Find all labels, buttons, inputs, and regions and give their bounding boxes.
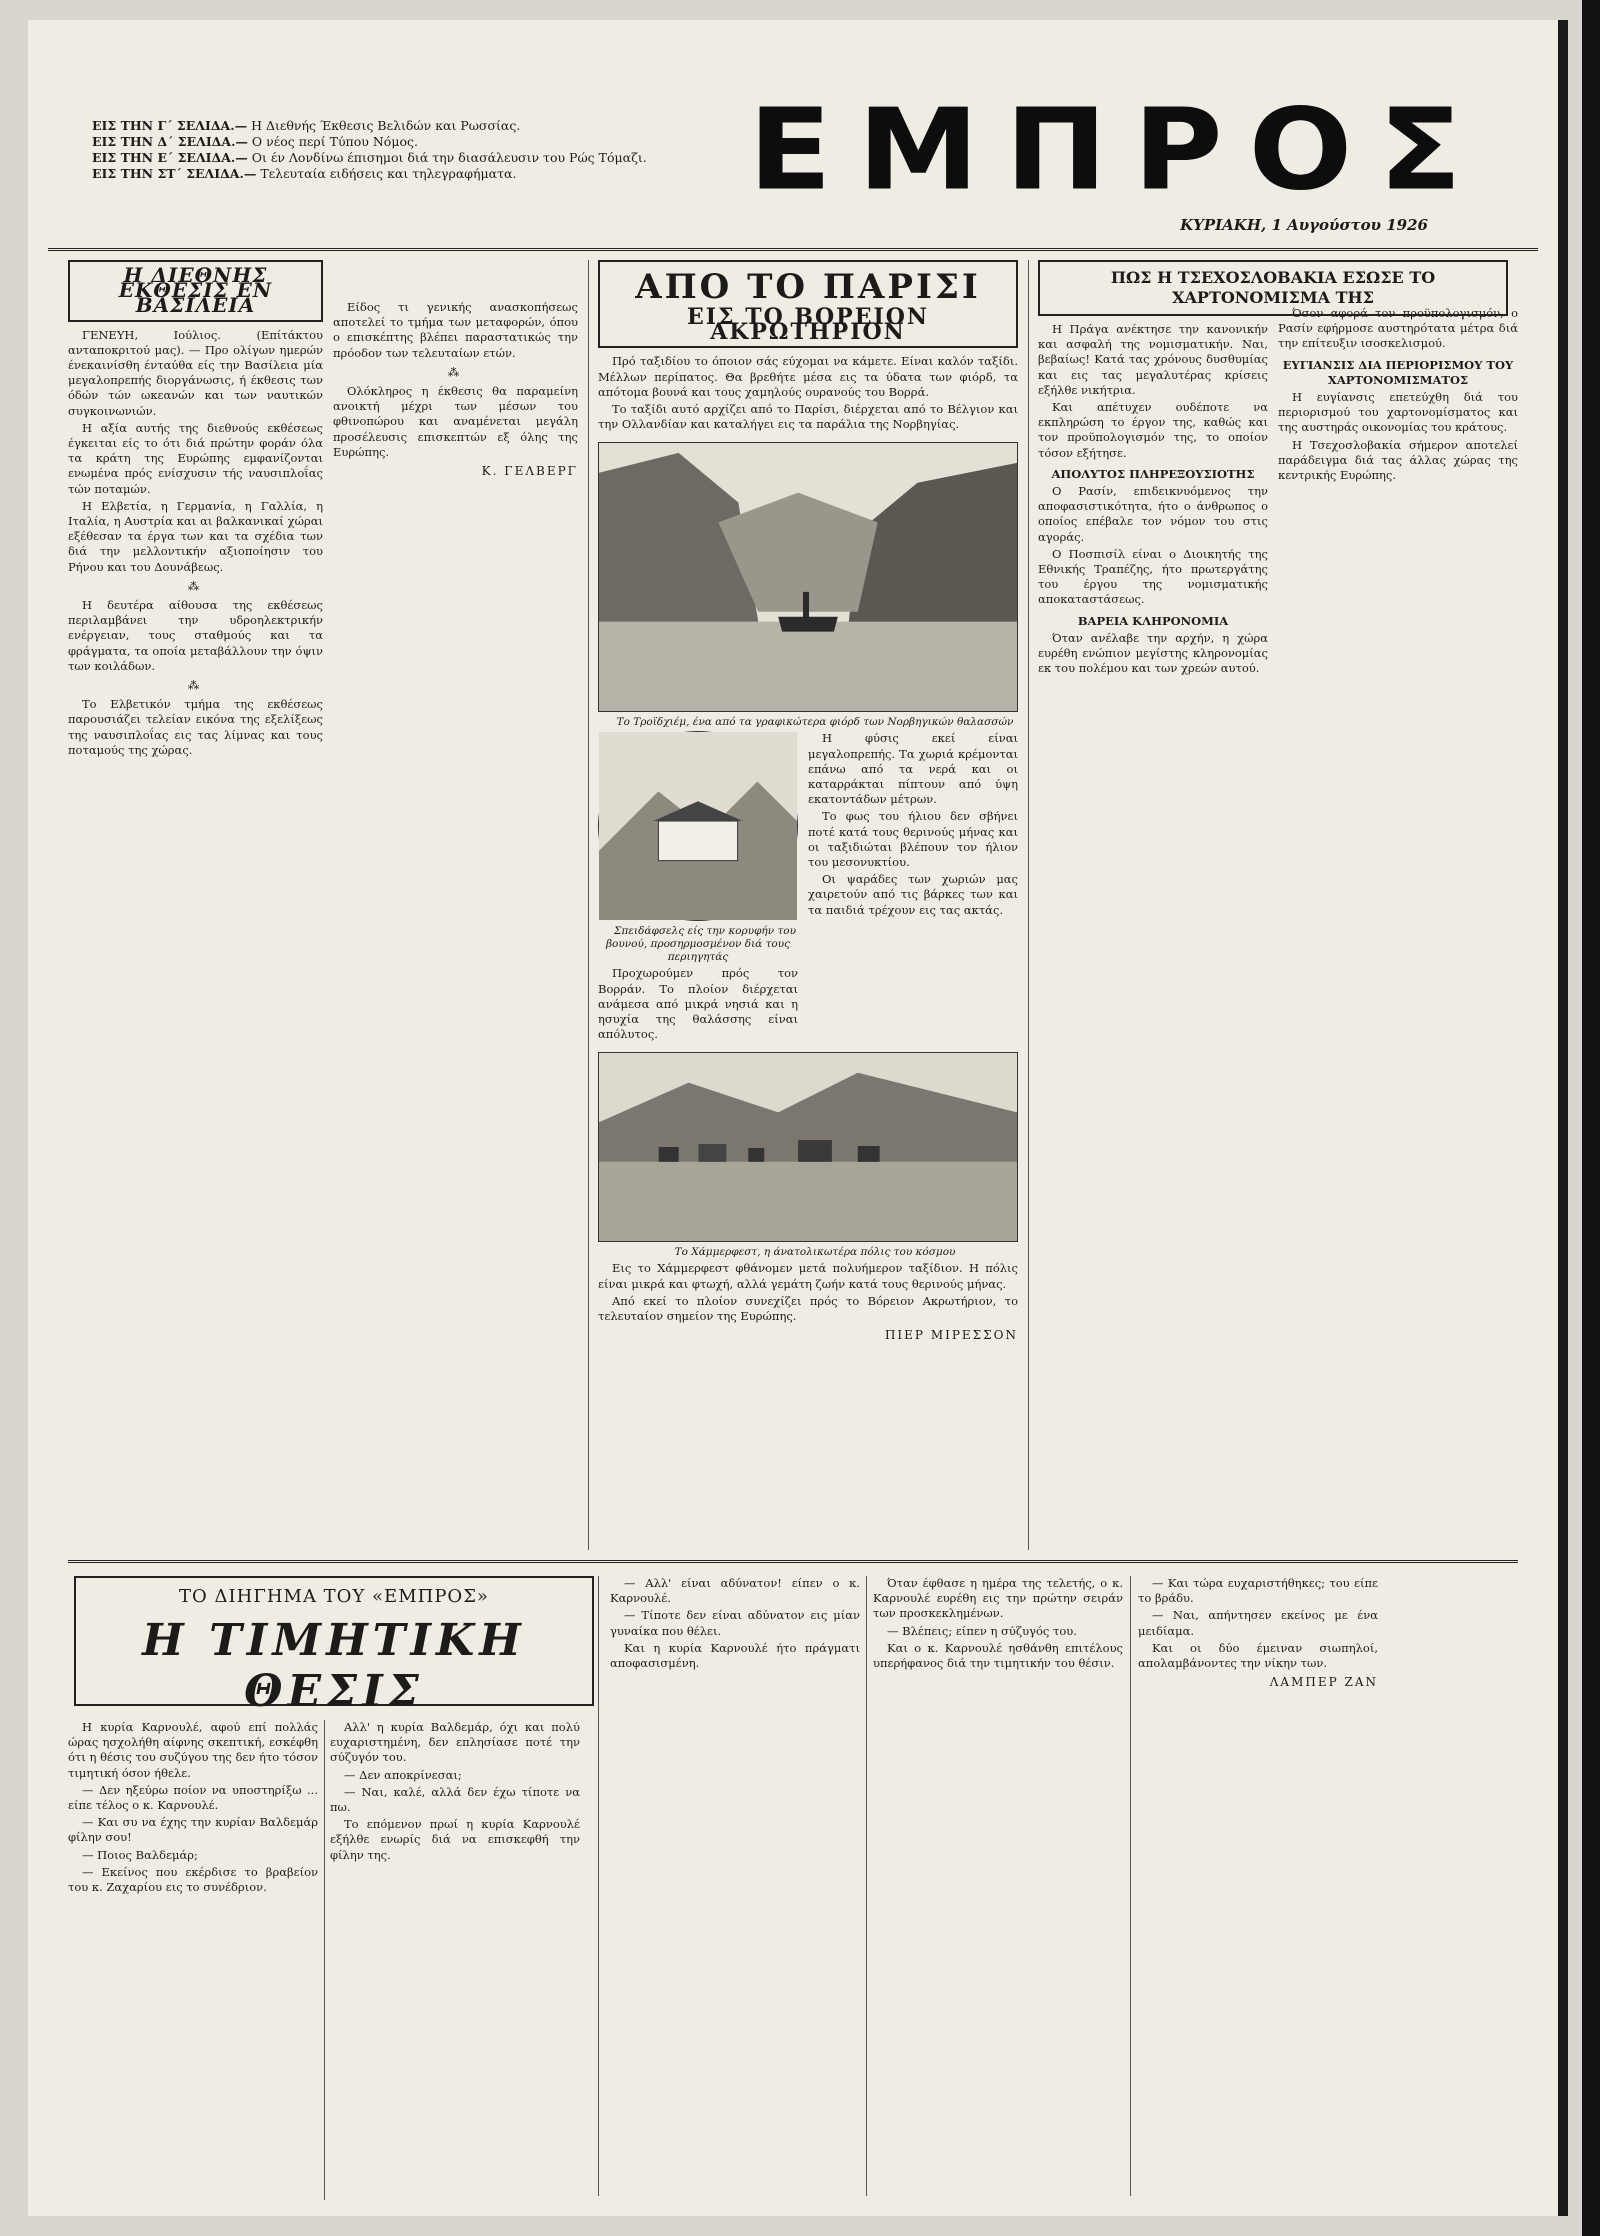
article-paragraph: Και απέτυχεν ουδέποτε να εκπληρώση το έργον της, καθώς και τον προϋπολογισμόν της, το οποίον τόσον εξήτησε.: [1038, 400, 1268, 460]
article-paragraph: Πρό ταξιδίου το όποιον σάς εύχομαι να κάμετε. Είναι καλόν ταξίδι. Μέλλων περίπατος. Θα βρεθήτε μέσα εις τα ύδατα των φιόρδ, τα απότομα βουνά και τους χαμηλούς ουρανούς του Βορρά.: [598, 354, 1018, 399]
article-paragraph: Η Τσεχοσλοβακία σήμερον αποτελεί παράδειγμα διά τας άλλας χώρας της κεντρικής Ευρώπης.: [1278, 437, 1518, 483]
article-byline: ΠΙΕΡ ΜΙΡΕΣΣΟΝ: [884, 1328, 1018, 1343]
story-paragraph: Και ο κ. Καρνουλέ ησθάνθη επιτέλους υπερήφανος διά την τιμητικήν του θέσιν.: [873, 1640, 1123, 1671]
story-paragraph: Και οι δύο έμειναν σιωπηλοί, απολαμβάνοντες την νίκην των.: [1138, 1640, 1378, 1671]
article-byline: Κ. ΓΕΛΒΕΡΓ: [481, 464, 578, 479]
illustration-hotel: [598, 731, 798, 921]
illustration-caption: Σπειδάφσελς είς την κορυφήν του βουνού, προσηρμοσμένον διά τους περιηγητάς: [605, 925, 796, 964]
article-paragraph: Το Ελβετικόν τμήμα της εκθέσεως παρουσιάζει τελείαν εικόνα της εξελίξεως της ναυσιπλοΐας εις τας λίμνας και τους ποταμούς της χώρας.: [68, 697, 323, 757]
article-paragraph: Οι ψαράδες των χωριών μας χαιρετούν από τις βάρκες των και τα παιδιά τρέχουν εις τας ακτάς.: [808, 872, 1018, 917]
article-headline: ΠΩΣ Η ΤΣΕΧΟΣΛΟΒΑΚΙΑ ΕΣΩΣΕ ΤΟ ΧΑΡΤΟΝΟΜΙΣΜΑ ΤΗΣ: [1038, 260, 1508, 316]
article-paragraph: Ο Ποσπισίλ είναι ο Διοικητής της Εθνικής Τραπέζης, ήτο πρωτεργάτης του έργου της νομισματικής αποκαταστάσεως.: [1038, 546, 1268, 607]
teaser-line: ΕΙΣ ΤΗΝ Ε΄ ΣΕΛΙΔΑ.— Οι έν Λονδίνω έπισημοι διά την διασάλευσιν του Ρώς Τόμαζι.: [92, 150, 647, 165]
article-paragraph: Ο Ρασίν, επιδεικνυόμενος την αποφασιστικότητα, ήτο ο άνθρωπος ο οποίος επέβαλε τον νόμον του στις αγοράς.: [1038, 484, 1268, 544]
column-rule: [598, 1576, 599, 2196]
section-divider: ⁂: [187, 678, 204, 693]
scan-edge: [1582, 0, 1600, 2236]
article-paragraph: Όσον αφορά τον προϋπολογισμόν, ο Ρασίν εφήρμοσε αυστηρότατα μέτρα διά την επίτευξιν ισοσκελισμού.: [1278, 306, 1518, 351]
article-subhead: ΕΥΓΙΑΝΣΙΣ ΔΙΑ ΠΕΡΙΟΡΙΣΜΟΥ ΤΟΥ ΧΑΡΤΟΝΟΜΙΣΜΑΤΟΣ: [1282, 357, 1514, 387]
article-paragraph: Όταν ανέλαβε την αρχήν, η χώρα ευρέθη ενώπιον μεγίστης κληρονομίας εκ του πολέμου και των χρεών αυτού.: [1038, 630, 1268, 676]
story-kicker: ΤΟ ΔΙΗΓΗΜΑ ΤΟΥ «ΕΜΠΡΟΣ»: [179, 1586, 489, 1607]
article-tsechoslovakia-col2: [1278, 306, 1518, 1550]
column-rule: [866, 1576, 867, 2196]
article-paragraph: Η ευγίανσις επετεύχθη διά του περιορισμού του χαρτονομίσματος και της αυστηράς οικονομίας του κράτους.: [1278, 390, 1518, 435]
illustration-fjord: [598, 442, 1018, 712]
article-paragraph: Προχωρούμεν πρός τον Βορράν. Το πλοίον διέρχεται ανάμεσα από μικρά νησιά και η ησυχία της θαλάσσης είναι απόλυτος.: [598, 966, 798, 1042]
newspaper-page: [28, 20, 1568, 2216]
article-paragraph: Η Ελβετία, η Γερμανία, η Γαλλία, η Ιταλία, η Αυστρία και αι βαλκανικαί χώραι εξέθεσαν τα έργα των και τα σχέδια των διά την μελλοντικήν αξιοποίησιν του Ρήνου και του Δουνάβεως.: [68, 498, 323, 574]
story-paragraph: — Ποιος Βαλδεμάρ;: [82, 1847, 198, 1862]
story-paragraph: — Τίποτε δεν είναι αδύνατον εις μίαν γυναίκα που θέλει.: [610, 1608, 860, 1638]
story-paragraph: Όταν έφθασε η ημέρα της τελετής, ο κ. Καρνουλέ ευρέθη εις την πρώτην σειράν των προσκεκλημένων.: [873, 1576, 1123, 1621]
story-byline: ΛΑΜΠΕΡ ΖΑΝ: [1269, 1675, 1378, 1690]
newspaper-title: ΕΜΠΡΟΣ: [748, 84, 1488, 216]
column-rule: [324, 1720, 325, 2200]
story-column: [1138, 1576, 1378, 2196]
article-paragraph: Από εκεί το πλοίον συνεχίζει πρός το Βόρειον Ακρωτήριον, το τελευταίον σημείον της Ευρώπης.: [598, 1293, 1018, 1324]
teaser-line: ΕΙΣ ΤΗΝ Γ΄ ΣΕΛΙΔΑ.— Η Διεθνής Έκθεσις Βελιδών και Ρωσσίας.: [92, 118, 521, 133]
article-subhead: ΑΠΟΛΥΤΟΣ ΠΛΗΡΕΞΟΥΣΙΟΤΗΣ: [1051, 466, 1255, 481]
article-apo-to-parisi: [598, 260, 1018, 1550]
story-paragraph: — Αλλ' είναι αδύνατον! είπεν ο κ. Καρνουλέ.: [610, 1576, 860, 1606]
article-headline: ΑΠΟ ΤΟ ΠΑΡΙΣΙ ΕΙΣ ΤΟ ΒΟΡΕΙΟΝ ΑΚΡΩΤΗΡΙΟΝ: [598, 260, 1018, 348]
article-paragraph: Το ταξίδι αυτό αρχίζει από το Παρίσι, διέρχεται από το Βέλγιον και την Ολλανδίαν και καταλήγει εις τα παράλια της Νορβηγίας.: [598, 402, 1018, 432]
article-paragraph: Το φως του ήλιου δεν σβήνει ποτέ κατά τους θερινούς μήνας και οι ταξιδιώται βλέπουν τον ήλιον του μεσονυκτίου.: [808, 809, 1018, 870]
section-divider: ⁂: [447, 364, 464, 379]
section-divider: ⁂: [187, 578, 204, 593]
story-column: [68, 1720, 318, 2200]
story-paragraph: — Ναι, καλέ, αλλά δεν έχω τίποτε να πω.: [330, 1784, 580, 1815]
story-paragraph: Η κυρία Καρνουλέ, αφού επί πολλάς ώρας ησχολήθη αίφνης σκεπτική, εσκέφθη ότι η θέσις του συζύγου της δεν ήτο τόσον τιμητική όσον ήθελε.: [68, 1720, 318, 1780]
page-teasers: [92, 118, 647, 182]
dateline: ΚΥΡΙΑΚΗ, 1 Αυγούστου 1926: [1180, 216, 1428, 234]
story-column: [330, 1720, 580, 2200]
article-paragraph: Η φύσις εκεί είναι μεγαλοπρεπής. Τα χωριά κρέμονται επάνω από τα νερά και οι καταρράκται πίπτουν από ύψη εκατοντάδων μέτρων.: [808, 731, 1018, 807]
article-diethnis-ekthesis-col2: [333, 300, 578, 1550]
masthead: [58, 84, 1548, 250]
article-paragraph: ΓΕΝΕΥΗ, Ιούλιος. (Επίτάκτου ανταποκριτού μας). — Προ ολίγων ημερών ένεκαινίσθη ένταύθα είς την Βασίλεια μία μεγαλοπρεπής διοργάνωσις, ή έκθεσις των όδών τών ωκεανών και των ναυτικών συγκοινωνιών.: [68, 327, 323, 418]
story-paragraph: — Και συ να έχης την κυρίαν Βαλδεμάρ φίλην σου!: [68, 1815, 318, 1845]
masthead-rule: [48, 248, 1538, 251]
story-paragraph: — Δεν αποκρίνεσαι;: [344, 1767, 462, 1782]
story-paragraph: — Εκείνος που εκέρδισε το βραβείον του κ. Ζαχαρίου εις το συνέδριον.: [68, 1864, 318, 1895]
illustration-caption: Το Χάμμερφεστ, η άνατολικωτέρα πόλις του κόσμου: [674, 1246, 956, 1259]
story-column: [610, 1576, 860, 2196]
column-rule: [1130, 1576, 1131, 2196]
illustration-town: [598, 1052, 1018, 1242]
column-rule: [588, 260, 589, 1550]
column-rule: [1028, 260, 1029, 1550]
article-paragraph: Η Πράγα ανέκτησε την κανονικήν και ασφαλή της νομισματικήν. Ναι, βεβαίως! Κατά τας χρόνους δυσθυμίας και εις τας μεγαλυτέρας κρίσεις εξήλθε νικήτρια.: [1038, 322, 1268, 397]
teaser-line: ΕΙΣ ΤΗΝ ΣΤ΄ ΣΕΛΙΔΑ.— Τελευταία ειδήσεις και τηλεγραφήματα.: [92, 166, 517, 181]
story-paragraph: Το επόμενον πρωί η κυρία Καρνουλέ εξήλθε ενωρίς διά να επισκεφθή την φίλην της.: [330, 1817, 580, 1862]
article-headline: Η ΔΙΕΘΝΗΣ ΕΚΘΕΣΙΣ ΕΝ ΒΑΣΙΛΕΙΑ: [68, 260, 323, 322]
teaser-line: ΕΙΣ ΤΗΝ Δ΄ ΣΕΛΙΔΑ.— Ο νέος περί Τύπου Νόμος.: [92, 134, 418, 149]
article-paragraph: Είδος τι γενικής ανασκοπήσεως αποτελεί το τμήμα των μεταφορών, όπου ο επισκέπτης βλέπει παραστατικώς την πρόοδον των τελευταίων ετών.: [333, 300, 578, 360]
illustration-caption: Το Τροϊδχιέμ, ένα από τα γραφικώτερα φιόρδ των Νορβηγικών θαλασσών: [616, 716, 1014, 729]
section-rule: [68, 1560, 1518, 1563]
story-paragraph: — Και τώρα ευχαριστήθηκες; του είπε το βράδυ.: [1138, 1576, 1378, 1606]
story-column: [873, 1576, 1123, 2196]
article-diethnis-ekthesis: [68, 260, 323, 1550]
story-paragraph: Και η κυρία Καρνουλέ ήτο πράγματι αποφασισμένη.: [610, 1640, 860, 1671]
story-paragraph: Αλλ' η κυρία Βαλδεμάρ, όχι και πολύ ευχαριστημένη, δεν επλησίασε ποτέ την σύζυγόν του.: [330, 1720, 580, 1765]
story-header: [74, 1576, 594, 1717]
story-paragraph: — Βλέπεις; είπεν η σύζυγός του.: [887, 1623, 1077, 1638]
article-paragraph: Ολόκληρος η έκθεσις θα παραμείνη ανοικτή μέχρι των μέσων του φθινοπώρου και αναμένεται μεγάλη προσέλευσις επισκεπτών εξ όλης της Ευρώπης.: [333, 384, 578, 459]
story-paragraph: — Ναι, απήντησεν εκείνος με ένα μειδίαμα.: [1138, 1608, 1378, 1638]
article-paragraph: Η αξία αυτής της διεθνούς εκθέσεως έγκειται είς το ότι διά πρώτην φοράν όλα τα κράτη της Ευρώπης εμφανίζονται ενωμένα πρός ενίσχυσιν τής ναυσιπλοΐας τών ποταμών.: [68, 420, 323, 496]
article-subhead: ΒΑΡΕΙΑ ΚΛΗΡΟΝΟΜΙΑ: [1077, 613, 1229, 628]
story-title: Η ΤΙΜΗΤΙΚΗ ΘΕΣΙΣ: [142, 1615, 526, 1717]
story-paragraph: — Δεν ηξεύρω ποίον να υποστηρίξω ... είπε τέλος ο κ. Καρνουλέ.: [68, 1782, 318, 1813]
article-paragraph: Εις το Χάμμερφεστ φθάνομεν μετά πολυήμερον ταξίδιον. Η πόλις είναι μικρά και φτωχή, αλλά γεμάτη ζωήν κατά τους θερινούς μήνας.: [598, 1261, 1018, 1291]
article-paragraph: Η δευτέρα αίθουσα της εκθέσεως περιλαμβάνει την υδροηλεκτρικήν ενέργειαν, τους σταθμούς και τα φράγματα, τα οποία μεταβάλλουν την όψιν των κοιλάδων.: [68, 598, 323, 673]
